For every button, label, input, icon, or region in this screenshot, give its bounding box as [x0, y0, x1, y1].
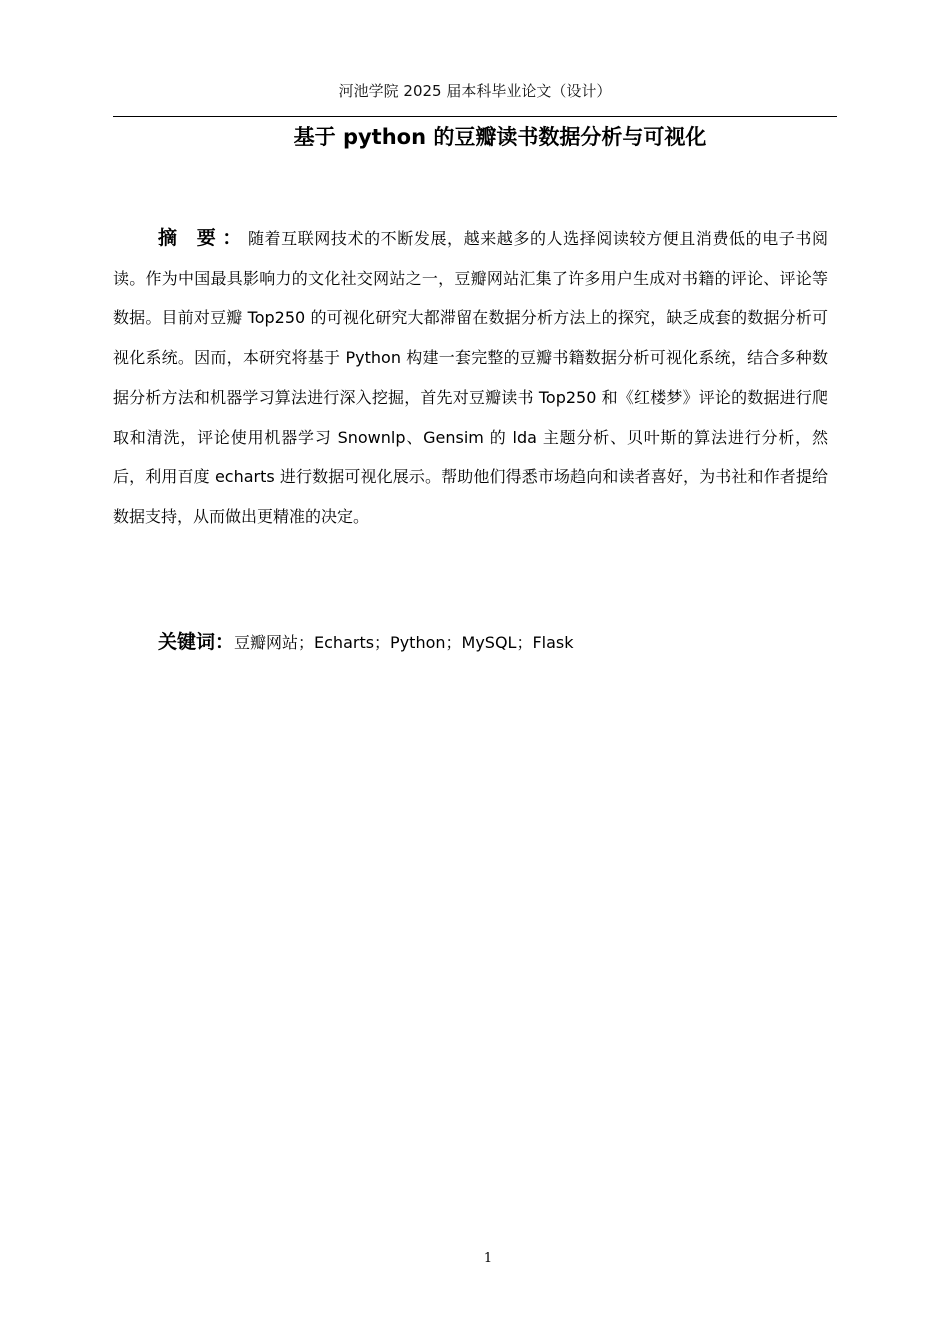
page-number: 1 [483, 1251, 493, 1266]
keywords-section [158, 627, 574, 658]
abstract-section [113, 219, 828, 537]
abstract-label: 摘 要： [158, 227, 248, 249]
keywords-label: 关键词： [158, 631, 235, 653]
running-header: 河池学院 2025 届本科毕业论文（设计） [338, 82, 612, 100]
keywords-body: 豆瓣网站；Echarts；Python；MySQL；Flask [234, 633, 574, 652]
abstract-body: 随着互联网技术的不断发展，越来越多的人选择阅读较方便且消费低的电子书阅读。作为中国最具影响力的文化社交网站之一，豆瓣网站汇集了许多用户生成对书籍的评论、评论等数据。目前对豆瓣 Top250 的可视化研究大都滞留在数据分析方法上的探究，缺乏成套的数据分析可视化系统。因而，本研究将基于 Python 构建一套完整的豆瓣书籍数据分析可视化系统，结合多种数据分析方法和机器学习算法进行深入挖掘，首先对豆瓣读书 Top250 和《红楼梦》评论的数据进行爬取和清洗，评论使用机器学习 Snownlp、Gensim 的 lda 主题分析、贝叶斯的算法进行分析，然后，利用百度 echarts 进行数据可视化展示。帮助他们得悉市场趋向和读者喜好，为书社和作者提给数据支持，从而做出更精准的决定。 [113, 229, 828, 526]
paper-title: 基于 python 的豆瓣读书数据分析与可视化 [293, 125, 707, 149]
header-divider [113, 116, 837, 117]
